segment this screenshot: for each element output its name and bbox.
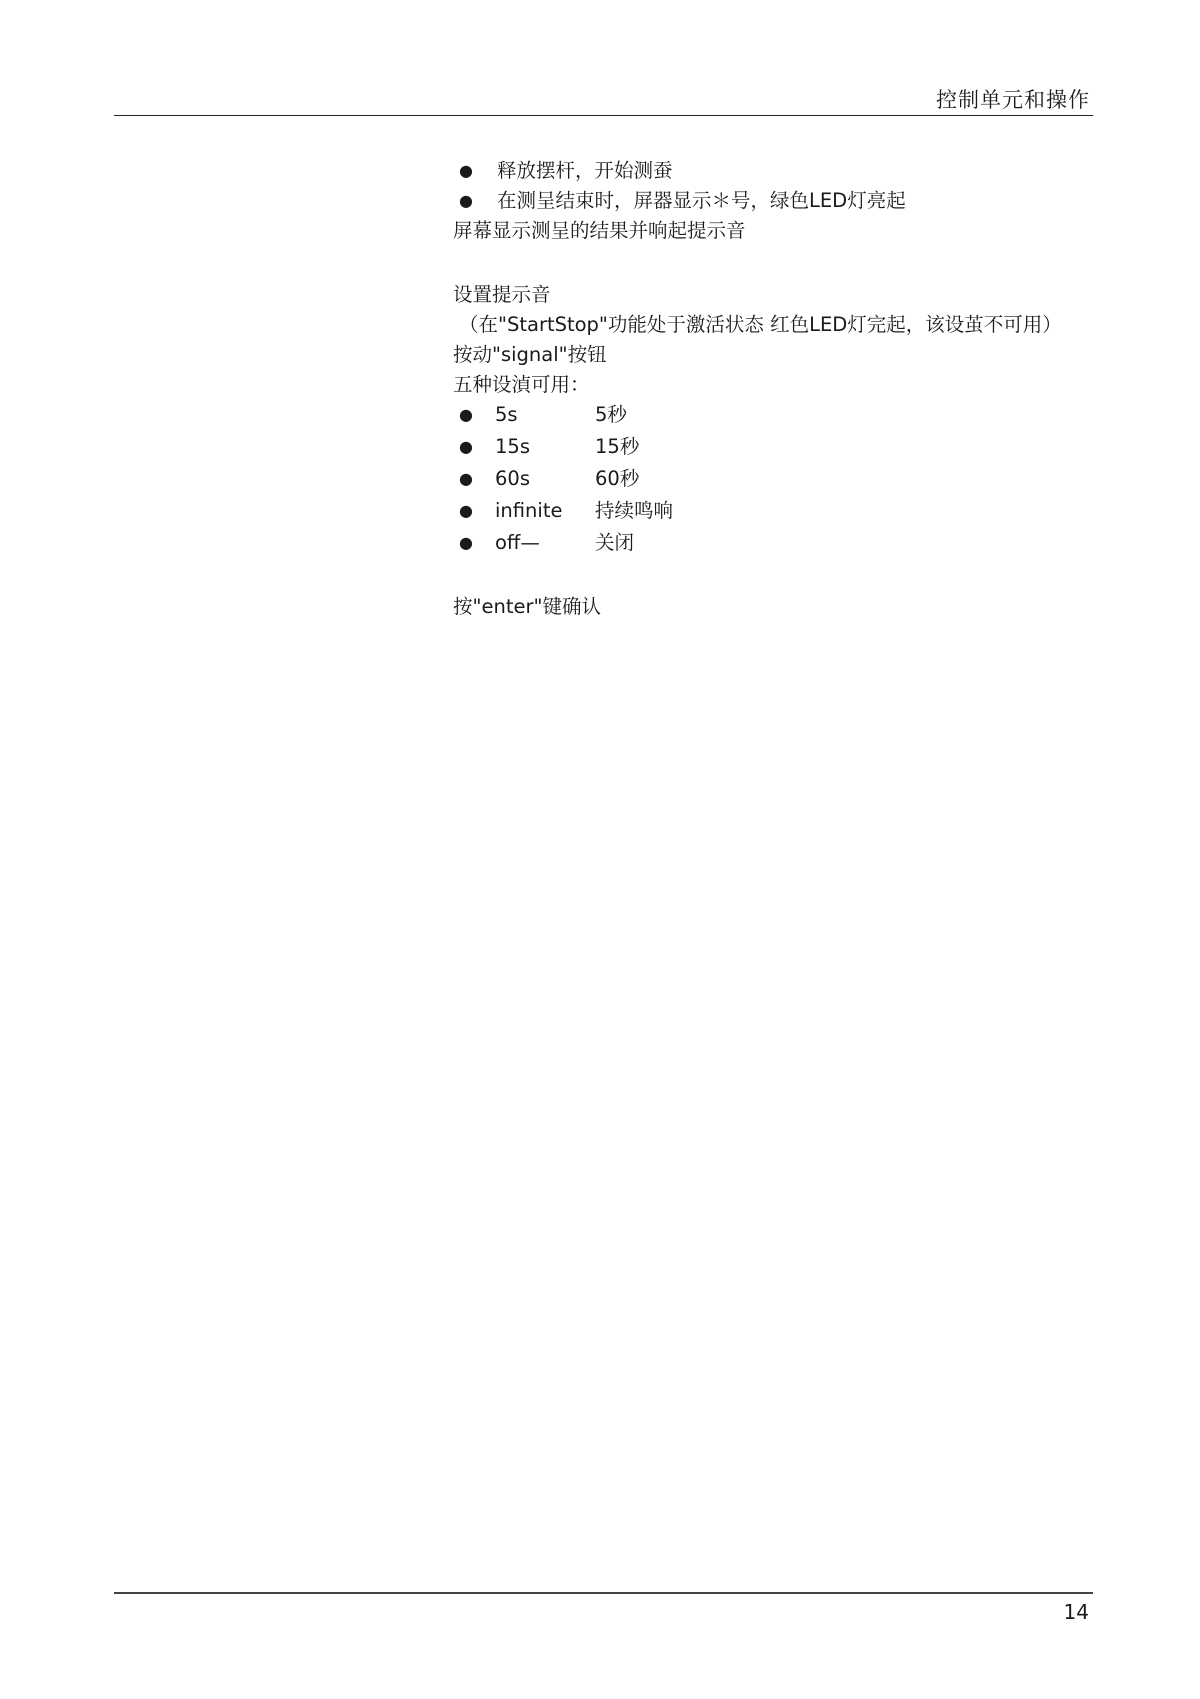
section-heading: 设置提示音 <box>453 283 551 306</box>
option-key: 60s <box>495 467 530 490</box>
option-item <box>453 432 1103 464</box>
option-value: 关闭 <box>595 531 635 554</box>
header-divider <box>114 115 1093 116</box>
option-key: 15s <box>495 435 530 458</box>
step-item <box>453 156 1103 186</box>
option-value: 60秒 <box>595 467 640 490</box>
step-item <box>453 186 1103 216</box>
bullet-icon: ● <box>459 405 473 424</box>
option-value: 15秒 <box>595 435 640 458</box>
bullet-icon: ● <box>459 161 473 180</box>
options-intro: 五种设湞可用： <box>453 373 590 396</box>
page-header-title: 控制单元和操作 <box>936 88 1090 112</box>
bullet-icon: ● <box>459 437 473 456</box>
result-line: 屏幕显示测呈的结果并响起提示音 <box>453 219 746 242</box>
confirm-text: 按"enter"键确认 <box>453 595 601 618</box>
instruction-text: 按动"signal"按钮 <box>453 343 607 366</box>
main-content <box>453 156 1103 622</box>
step-text: 在测呈结束时，屏器显示＊号，绿色LED灯亮起 <box>497 189 906 212</box>
option-value: 持续鸣响 <box>595 499 674 522</box>
option-key: off— <box>495 531 540 554</box>
option-item <box>453 464 1103 496</box>
section-note: （在"StartStop"功能处于激活状态 红色LED灯完起，该设茧不可用） <box>459 313 1062 336</box>
option-item <box>453 496 1103 528</box>
bullet-icon: ● <box>459 469 473 488</box>
bullet-icon: ● <box>459 501 473 520</box>
bullet-icon: ● <box>459 191 473 210</box>
spacer <box>453 560 1103 592</box>
page-number: 14 <box>1063 1600 1089 1624</box>
option-key: 5s <box>495 403 518 426</box>
option-item <box>453 528 1103 560</box>
option-value: 5秒 <box>595 403 627 426</box>
step-text: 释放摆杆，开始测蚕 <box>497 159 673 182</box>
spacer <box>453 246 1103 280</box>
footer-divider <box>114 1592 1093 1594</box>
bullet-icon: ● <box>459 533 473 552</box>
option-item <box>453 400 1103 432</box>
option-key: infinite <box>495 499 563 522</box>
